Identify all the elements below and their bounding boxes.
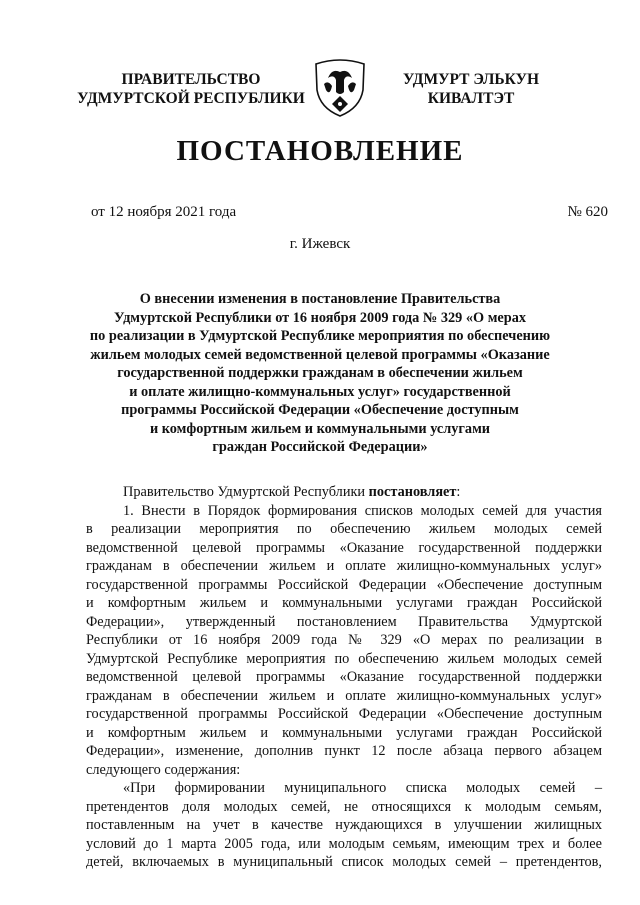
subject-line: и комфортным жильем и коммунальными услугами xyxy=(149,420,491,437)
body-line: и комфортным жильем и коммунальными услугами граждан Российской xyxy=(86,595,602,611)
body-line: гражданам в обеспечении жильем и оплате жилищно-коммунальных услуг» xyxy=(86,558,602,574)
body-line: гражданам в обеспечении жильем и оплате жилищно-коммунальных услуг» xyxy=(86,687,602,704)
resolution-intro xyxy=(86,483,602,502)
issuer-russian xyxy=(76,70,306,108)
body-line: Федерации», утвержденный постановлением Правительства Удмуртской xyxy=(86,613,602,630)
document-number: № 620 xyxy=(567,204,608,220)
body-line: Федерации», изменение, дополнив пункт 12 после абзаца первого абзацем xyxy=(86,743,602,759)
intro-text: Правительство Удмуртской Республики xyxy=(123,484,369,500)
issuer-russian-line: ПРАВИТЕЛЬСТВО xyxy=(121,71,261,88)
document-subject xyxy=(30,290,610,457)
body-line: условий до 1 марта 2005 года, или молодым семьям, имеющим трех и более xyxy=(86,835,602,852)
document-date: от 12 ноября 2021 года xyxy=(91,204,237,220)
body-line: следующего содержания: xyxy=(86,761,241,778)
document-body xyxy=(86,483,602,872)
body-line: претендентов доля молодых семей, не относящихся к молодым семьям, xyxy=(86,798,602,815)
issuer-udmurt xyxy=(356,70,586,108)
issuer-udmurt-line: КИВАЛТЭТ xyxy=(427,90,515,107)
body-line: ведомственной целевой программы «Оказание государственной поддержки xyxy=(86,539,602,556)
document-type-title: ПОСТАНОВЛЕНИЕ xyxy=(176,135,464,167)
body-line: и комфортным жильем и коммунальными услугами граждан Российской xyxy=(86,724,602,741)
subject-line: по реализации в Удмуртской Республике мероприятия по обеспечению xyxy=(89,328,551,344)
body-line: 1. Внести в Порядок формирования списков молодых семей для участия xyxy=(123,502,602,519)
body-line: в реализации мероприятия по обеспечению жильем молодых семей xyxy=(86,521,602,537)
body-line: государственной программы Российской Федерации «Обеспечение доступным xyxy=(86,706,602,722)
subject-line: программы Российской Федерации «Обеспечение доступным xyxy=(121,402,519,418)
subject-line: жильем молодых семей ведомственной целевой программы «Оказание xyxy=(90,346,550,363)
subject-line: государственной поддержки гражданам в обеспечении жильем xyxy=(117,365,523,381)
document-city: г. Ижевск xyxy=(289,236,351,252)
body-line: ведомственной целевой программы «Оказание государственной поддержки xyxy=(86,669,602,685)
body-line: Республики от 16 ноября 2009 года № 329 «О мерах по реализации в xyxy=(86,632,602,648)
body-line: государственной программы Российской Федерации «Обеспечение доступным xyxy=(86,576,602,593)
intro-tail: : xyxy=(456,484,461,500)
intro-keyword: постановляет xyxy=(368,484,457,500)
subject-line: Удмуртской Республики от 16 ноября 2009 года № 329 «О мерах xyxy=(113,309,527,326)
issuer-russian-line: УДМУРТСКОЙ РЕСПУБЛИКИ xyxy=(77,90,305,107)
issuer-udmurt-line: УДМУРТ ЭЛЬКУН xyxy=(402,71,540,88)
body-line: детей, включаемых в муниципальный список молодых семей – претендентов, xyxy=(86,854,602,870)
body-line: Удмуртской Республике мероприятия по обеспечению жильем молодых семей xyxy=(86,650,602,667)
subject-line: граждан Российской Федерации» xyxy=(212,439,428,455)
subject-line: и оплате жилищно-коммунальных услуг» государственной xyxy=(129,383,511,400)
body-line: поставленным на учет в качестве нуждающихся в улучшении жилищных xyxy=(86,817,602,833)
subject-line: О внесении изменения в постановление Правительства xyxy=(139,291,501,307)
body-line: «При формировании муниципального списка молодых семей – xyxy=(123,780,602,796)
